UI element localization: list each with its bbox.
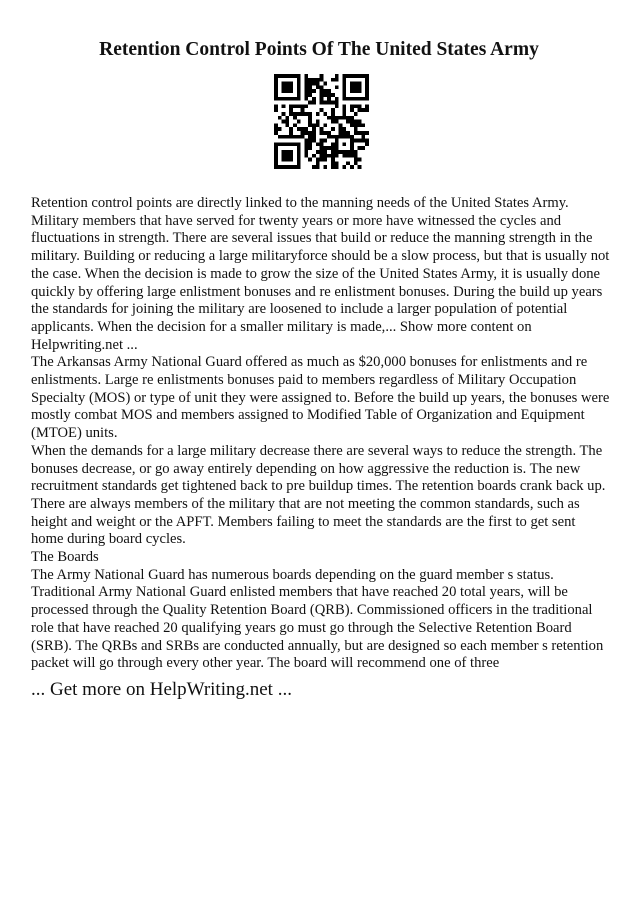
body-paragraph-1: Retention control points are directly linked to the manning needs of the United States Army. Military members that have served for twenty years or more have witnessed the cycles and fluctuations in strength. There are several issues that build or reduce the manning strength in the military. Building or reducing a large militaryforce should be a slow process, but that is usually not the case. When the decision is made to grow the size of the United States Army, it is usually done quickly by offering large enlistment bonuses and re enlistment bonuses. During the build up years the standards for joining the military are loosened to include a larger population of potential applicants. When the decision for a smaller military is made,... Show more content on Helpwriting.net ... (31, 195, 610, 353)
body-paragraph-3: When the demands for a large military decrease there are several ways to reduce the strength. The bonuses decrease, or go away entirely depending on how aggressive the reduction is. The new recruitment standards get tightened back to pre buildup times. The retention boards crank back up. There are always members of the military that are not meeting the common standards, such as height and weight or the APFT. Members failing to meet the standards are the first to get sent home during board cycles. (31, 442, 606, 548)
document-body (31, 195, 611, 673)
body-paragraph-4: The Army National Guard has numerous boards depending on the guard member s status. Traditional Army National Guard enlisted members that have reached 20 total years, will be processed through the Quality Retention Board (QRB). Commissioned officers in the traditional role that have reached 20 qualifying years go must go through the Selective Retention Board (SRB). The QRBs and SRBs are conducted annually, but are designed so each member s retention packet will go through every other year. The board will recommend one of three (31, 566, 604, 672)
body-paragraph-2: The Arkansas Army National Guard offered as much as $20,000 bonuses for enlistments and re enlistments. Large re enlistments bonuses paid to members regardless of Military Occupation Specialty (MOS) or type of unit they were assigned to. Before the build up years, the bonuses were mostly combat MOS and members assigned to Modified Table of Organization and Equipment (MTOE) units. (31, 354, 610, 442)
section-heading-the-boards: The Boards (31, 549, 99, 566)
qr-code-graphic (274, 74, 369, 169)
qr-code-icon (274, 74, 369, 169)
get-more-link[interactable]: ... Get more on HelpWriting.net ... (31, 679, 292, 700)
document-title: Retention Control Points Of The United States Army (99, 39, 539, 60)
